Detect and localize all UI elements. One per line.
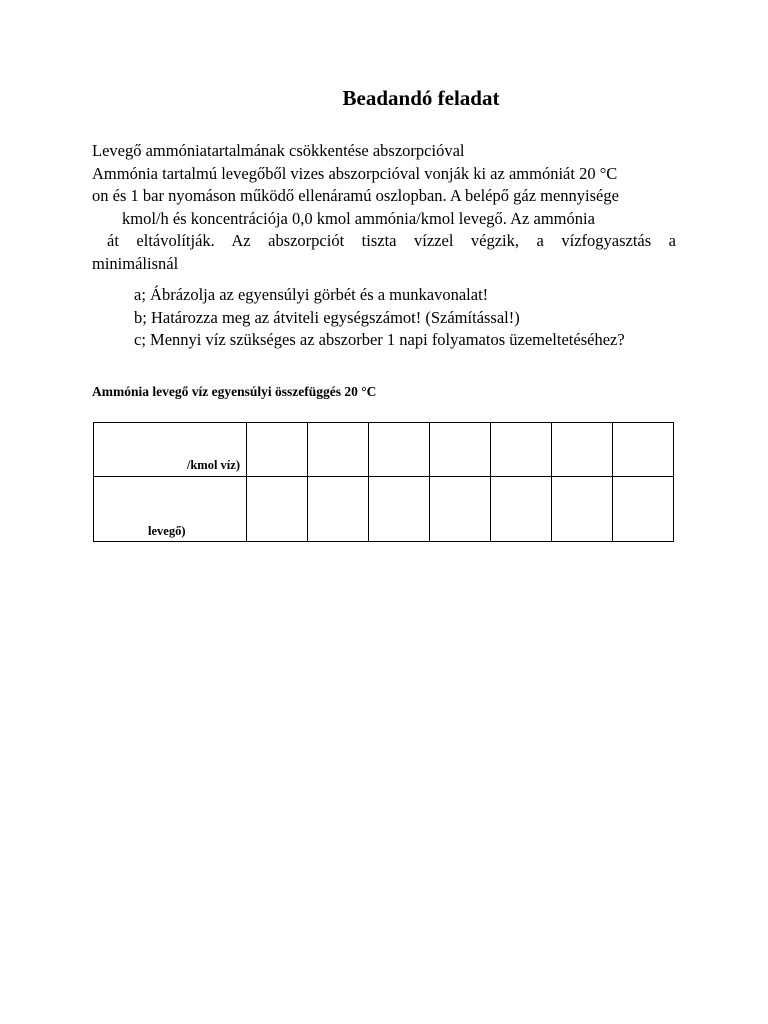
problem-line-1: Ammónia tartalmú levegőből vizes abszorpcióval vonják ki az ammóniát 20 °C [92, 163, 618, 183]
table-cell [552, 477, 613, 542]
table-cell [613, 423, 674, 477]
table-row [94, 423, 674, 477]
table-cell [430, 423, 491, 477]
row1-label: /kmol víz) [186, 458, 240, 472]
task-list [134, 284, 625, 352]
problem-line-4: át eltávolítják. Az abszorpciót tiszta vízzel végzik, a vízfogyasztás a [107, 231, 676, 250]
task-b: b; Határozza meg az átviteli egységszámot! (Számítással!) [134, 307, 520, 327]
problem-heading: Levegő ammóniatartalmának csökkentése abszorpcióval [92, 141, 465, 160]
table-cell [308, 423, 369, 477]
table-cell [613, 477, 674, 542]
table-cell [308, 477, 369, 542]
task-c: c; Mennyi víz szükséges az abszorber 1 napi folyamatos üzemeltetéséhez? [134, 330, 625, 349]
table-cell [369, 477, 430, 542]
row2-label: levegő) [148, 524, 186, 538]
problem-text [92, 140, 676, 275]
table-row [94, 477, 674, 542]
table-cell [430, 477, 491, 542]
table-caption: Ammónia levegő víz egyensúlyi összefüggés 20 °C [92, 384, 377, 399]
document-title: Beadandó feladat [342, 86, 500, 110]
table-cell [552, 423, 613, 477]
task-a: a; Ábrázolja az egyensúlyi görbét és a munkavonalat! [134, 285, 489, 304]
problem-line-2: on és 1 bar nyomáson működő ellenáramú oszlopban. A belépő gáz mennyisége [92, 186, 619, 205]
table-cell [491, 423, 552, 477]
table-cell [369, 423, 430, 477]
row1-label-cell [94, 423, 247, 477]
table-cell [247, 423, 308, 477]
table-cell [247, 477, 308, 542]
row2-label-cell [94, 477, 247, 542]
table-cell [491, 477, 552, 542]
problem-line-3: kmol/h és koncentrációja 0,0 kmol ammónia/kmol levegő. Az ammónia [122, 208, 595, 228]
equilibrium-table [93, 422, 674, 542]
problem-line-5: minimálisnál [92, 253, 179, 273]
